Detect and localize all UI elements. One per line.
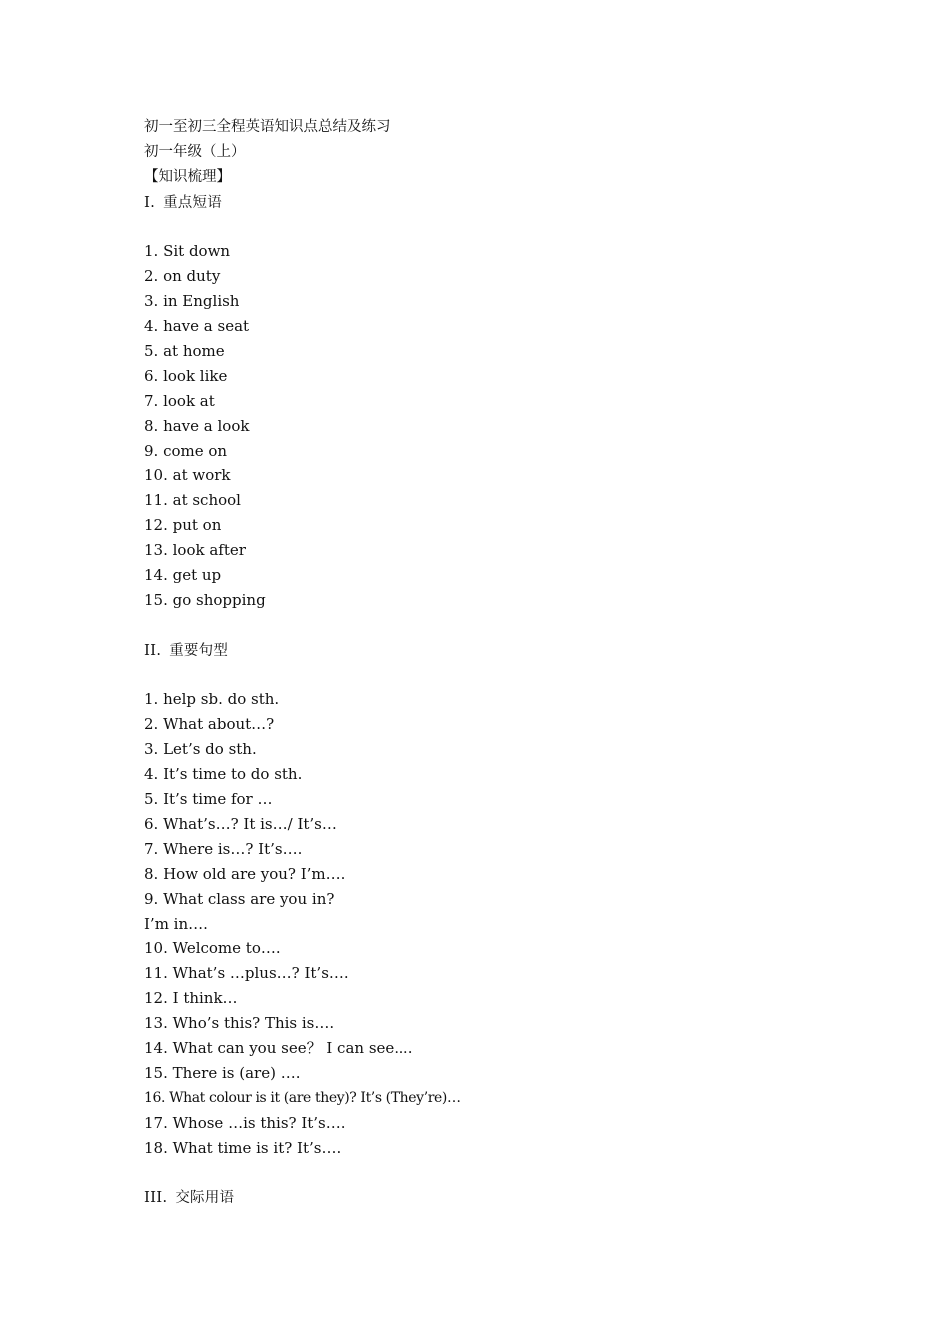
list-item: 7. Where is…? It’s…. xyxy=(144,839,303,858)
document-page xyxy=(144,115,904,1210)
list-item: 11. at school xyxy=(144,491,241,510)
list-item: 5. It’s time for … xyxy=(144,790,273,809)
list-item: 17. Whose …is this? It’s…. xyxy=(144,1113,346,1132)
list-item: 10. Welcome to…. xyxy=(144,939,281,958)
list-item: 10. at work xyxy=(144,466,231,485)
spacer xyxy=(144,613,904,638)
list-item: 13. Who’s this? This is…. xyxy=(144,1014,335,1033)
list-item: 6. What’s…? It is…/ It’s… xyxy=(144,814,337,833)
list-item: 1. Sit down xyxy=(144,242,231,261)
section-heading-communication xyxy=(144,1185,904,1210)
list-item: 14. get up xyxy=(144,566,222,585)
list-item: 18. What time is it? It’s…. xyxy=(144,1138,342,1157)
list-item: I’m in…. xyxy=(144,914,208,933)
document-title: 初一至初三全程英语知识点总结及练习 xyxy=(144,119,391,135)
list-item: 9. What class are you in? xyxy=(144,889,335,908)
list-item: 5. at home xyxy=(144,342,225,361)
list-item: 8. How old are you? I’m…. xyxy=(144,864,346,883)
document-subtitle: 初一年级（上） xyxy=(144,143,246,160)
list-item: 2. on duty xyxy=(144,267,221,286)
list-item: 9. come on xyxy=(144,441,228,460)
list-item: 4. have a seat xyxy=(144,317,250,336)
section-title: 重要句型 xyxy=(169,642,229,659)
list-item: 12. I think… xyxy=(144,989,238,1008)
list-item: 13. look after xyxy=(144,541,246,560)
spacer xyxy=(144,1160,904,1185)
list-item: 11. What’s …plus…? It’s…. xyxy=(144,964,349,983)
list-item: 2. What about…? xyxy=(144,715,275,734)
list-item: 4. It’s time to do sth. xyxy=(144,765,303,784)
list-item: 1. help sb. do sth. xyxy=(144,690,280,709)
sentence-pattern-list xyxy=(144,687,904,1160)
section-number: III. xyxy=(144,1188,168,1207)
phrase-list xyxy=(144,239,904,612)
section-title: 交际用语 xyxy=(175,1190,235,1207)
list-item: 14. What can you see？ I can see⋯. xyxy=(144,1038,413,1057)
list-item: 16. What colour is it (are they)? It’s (They’re)… xyxy=(144,1089,461,1106)
list-item: 3. Let’s do sth. xyxy=(144,740,257,759)
list-item: 3. in English xyxy=(144,292,240,311)
knowledge-heading: 【知识梳理】 xyxy=(144,168,231,185)
spacer xyxy=(144,663,904,688)
section-heading-sentences xyxy=(144,638,904,663)
spacer xyxy=(144,215,904,240)
list-item: 7. look at xyxy=(144,391,215,410)
section-number: I. xyxy=(144,192,156,211)
list-item: 12. put on xyxy=(144,516,222,535)
section-heading-phrases xyxy=(144,190,904,215)
list-item: 15. There is (are) …. xyxy=(144,1063,301,1082)
list-item: 6. look like xyxy=(144,366,228,385)
list-item: 8. have a look xyxy=(144,416,250,435)
section-number: II. xyxy=(144,640,162,659)
list-item: 15. go shopping xyxy=(144,590,266,609)
section-title: 重点短语 xyxy=(163,194,222,211)
